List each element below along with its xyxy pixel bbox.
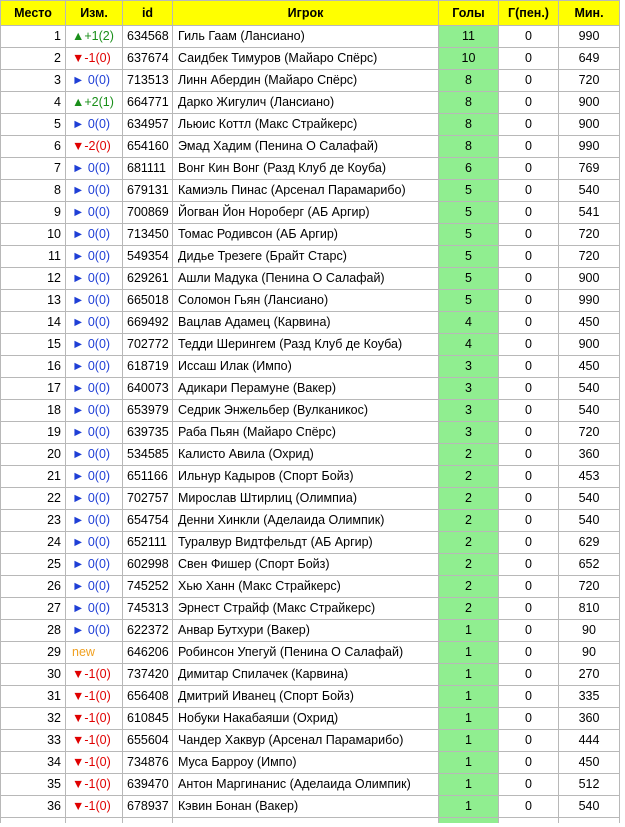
penalty-goals-cell[interactable]: 0 <box>499 356 559 378</box>
goals-cell[interactable]: 1 <box>439 664 499 686</box>
minutes-cell[interactable]: 512 <box>559 774 620 796</box>
goals-cell[interactable]: 2 <box>439 466 499 488</box>
header-change[interactable]: Изм. <box>66 1 123 26</box>
minutes-cell[interactable]: 810 <box>559 598 620 620</box>
change-cell[interactable]: ► 0(0) <box>66 290 123 312</box>
rank-cell[interactable]: 14 <box>1 312 66 334</box>
player-cell[interactable]: Тедди Шерингем (Разд Клуб де Коуба) <box>173 334 439 356</box>
table-row <box>1 444 620 466</box>
minutes-cell[interactable]: 90 <box>559 620 620 642</box>
minutes-cell[interactable]: 990 <box>559 26 620 48</box>
minutes-cell[interactable]: 649 <box>559 48 620 70</box>
minutes-cell[interactable]: 540 <box>559 510 620 532</box>
table-row <box>1 334 620 356</box>
goals-cell[interactable]: 3 <box>439 400 499 422</box>
change-cell[interactable]: ▼-1(0) <box>66 664 123 686</box>
table-row <box>1 158 620 180</box>
minutes-cell[interactable]: 540 <box>559 378 620 400</box>
id-cell[interactable]: 618719 <box>123 356 173 378</box>
table-row <box>1 730 620 752</box>
rank-cell[interactable]: 35 <box>1 774 66 796</box>
penalty-goals-cell[interactable]: 0 <box>499 642 559 664</box>
id-cell[interactable]: 654160 <box>123 136 173 158</box>
penalty-goals-cell[interactable]: 0 <box>499 114 559 136</box>
table-row <box>1 290 620 312</box>
player-cell[interactable]: Вонг Кин Вонг (Разд Клуб де Коуба) <box>173 158 439 180</box>
minutes-cell[interactable]: 360 <box>559 444 620 466</box>
player-cell[interactable]: Седрик Энжельбер (Вулканикос) <box>173 400 439 422</box>
id-cell[interactable]: 678937 <box>123 796 173 818</box>
change-cell[interactable]: ► 0(0) <box>66 532 123 554</box>
minutes-cell[interactable]: 360 <box>559 708 620 730</box>
goals-cell[interactable]: 1 <box>439 686 499 708</box>
id-cell[interactable]: 734876 <box>123 752 173 774</box>
minutes-cell[interactable]: 453 <box>559 466 620 488</box>
goals-cell[interactable]: 10 <box>439 48 499 70</box>
player-cell[interactable]: Эрнест Страйф (Макс Страйкерс) <box>173 598 439 620</box>
id-cell[interactable]: 713450 <box>123 224 173 246</box>
table-row <box>1 532 620 554</box>
rank-cell[interactable]: 26 <box>1 576 66 598</box>
goals-cell[interactable]: 2 <box>439 554 499 576</box>
change-cell[interactable]: ▲+1(2) <box>66 26 123 48</box>
minutes-cell[interactable]: 990 <box>559 136 620 158</box>
table-row <box>1 92 620 114</box>
id-cell[interactable]: 639735 <box>123 422 173 444</box>
goals-cell[interactable]: 3 <box>439 422 499 444</box>
penalty-goals-cell[interactable]: 0 <box>499 312 559 334</box>
goals-cell[interactable]: 5 <box>439 202 499 224</box>
id-cell[interactable]: 655604 <box>123 730 173 752</box>
player-cell[interactable]: Робинсон Упегуй (Пенина О Салафай) <box>173 642 439 664</box>
minutes-cell[interactable]: 90 <box>559 642 620 664</box>
table-row <box>1 422 620 444</box>
change-cell[interactable]: ► 0(0) <box>66 268 123 290</box>
goals-cell[interactable]: 5 <box>439 224 499 246</box>
player-cell[interactable]: Дарко Жигулич (Лансиано) <box>173 92 439 114</box>
table-row <box>1 26 620 48</box>
rank-cell[interactable]: 16 <box>1 356 66 378</box>
player-cell[interactable]: Муса Барроу (Импо) <box>173 752 439 774</box>
rank-cell[interactable]: 23 <box>1 510 66 532</box>
header-row <box>1 1 620 26</box>
goals-cell[interactable]: 5 <box>439 268 499 290</box>
table-row <box>1 620 620 642</box>
player-cell[interactable]: Дмитрий Иванец (Спорт Бойз) <box>173 686 439 708</box>
player-cell[interactable]: Эмад Хадим (Пенина О Салафай) <box>173 136 439 158</box>
player-cell[interactable]: Раба Пьян (Майаро Спёрс) <box>173 422 439 444</box>
penalty-goals-cell[interactable]: 0 <box>499 400 559 422</box>
rank-cell[interactable]: 13 <box>1 290 66 312</box>
id-cell[interactable]: 664771 <box>123 92 173 114</box>
change-cell[interactable]: ► 0(0) <box>66 400 123 422</box>
table-row <box>1 752 620 774</box>
penalty-goals-cell[interactable]: 0 <box>499 290 559 312</box>
penalty-goals-cell[interactable]: 0 <box>499 730 559 752</box>
penalty-goals-cell[interactable]: 0 <box>499 708 559 730</box>
player-cell[interactable]: Саидбек Тимуров (Майаро Спёрс) <box>173 48 439 70</box>
rank-cell[interactable]: 32 <box>1 708 66 730</box>
change-cell[interactable]: ► 0(0) <box>66 70 123 92</box>
change-cell[interactable]: ► 0(0) <box>66 180 123 202</box>
sheet-bottom-edge <box>0 823 625 827</box>
table-row <box>1 686 620 708</box>
penalty-goals-cell[interactable]: 0 <box>499 48 559 70</box>
change-cell[interactable]: ► 0(0) <box>66 510 123 532</box>
goals-cell[interactable]: 1 <box>439 730 499 752</box>
penalty-goals-cell[interactable]: 0 <box>499 466 559 488</box>
change-cell[interactable]: ► 0(0) <box>66 378 123 400</box>
goals-cell[interactable]: 3 <box>439 378 499 400</box>
table-row <box>1 378 620 400</box>
id-cell[interactable]: 652111 <box>123 532 173 554</box>
goals-cell[interactable]: 5 <box>439 180 499 202</box>
rank-cell[interactable]: 20 <box>1 444 66 466</box>
rank-cell[interactable]: 24 <box>1 532 66 554</box>
header-rank[interactable]: Место <box>1 1 66 26</box>
player-cell[interactable]: Нобуки Накабаяши (Охрид) <box>173 708 439 730</box>
goals-cell[interactable]: 1 <box>439 708 499 730</box>
goals-cell[interactable]: 2 <box>439 444 499 466</box>
id-cell[interactable]: 702757 <box>123 488 173 510</box>
id-cell[interactable]: 681111 <box>123 158 173 180</box>
player-cell[interactable]: Хью Ханн (Макс Страйкерс) <box>173 576 439 598</box>
id-cell[interactable]: 651166 <box>123 466 173 488</box>
change-cell[interactable]: ► 0(0) <box>66 356 123 378</box>
id-cell[interactable]: 646206 <box>123 642 173 664</box>
player-cell[interactable]: Дидье Трезеге (Брайт Старс) <box>173 246 439 268</box>
minutes-cell[interactable]: 652 <box>559 554 620 576</box>
penalty-goals-cell[interactable]: 0 <box>499 598 559 620</box>
player-cell[interactable]: Денни Хинкли (Аделаида Олимпик) <box>173 510 439 532</box>
table-row <box>1 598 620 620</box>
penalty-goals-cell[interactable]: 0 <box>499 510 559 532</box>
table-row <box>1 488 620 510</box>
minutes-cell[interactable]: 900 <box>559 114 620 136</box>
goals-cell[interactable]: 5 <box>439 290 499 312</box>
penalty-goals-cell[interactable]: 0 <box>499 532 559 554</box>
penalty-goals-cell[interactable]: 0 <box>499 378 559 400</box>
rank-cell[interactable]: 4 <box>1 92 66 114</box>
id-cell[interactable]: 622372 <box>123 620 173 642</box>
minutes-cell[interactable]: 720 <box>559 224 620 246</box>
player-cell[interactable]: Йогван Йон Нороберг (АБ Аргир) <box>173 202 439 224</box>
change-cell[interactable]: ► 0(0) <box>66 466 123 488</box>
minutes-cell[interactable]: 720 <box>559 246 620 268</box>
penalty-goals-cell[interactable]: 0 <box>499 202 559 224</box>
change-cell[interactable]: ► 0(0) <box>66 554 123 576</box>
id-cell[interactable]: 534585 <box>123 444 173 466</box>
id-cell[interactable]: 656408 <box>123 686 173 708</box>
rank-cell[interactable]: 27 <box>1 598 66 620</box>
goals-cell[interactable]: 8 <box>439 136 499 158</box>
penalty-goals-cell[interactable]: 0 <box>499 180 559 202</box>
penalty-goals-cell[interactable]: 0 <box>499 796 559 818</box>
rank-cell[interactable]: 34 <box>1 752 66 774</box>
rank-cell[interactable]: 1 <box>1 26 66 48</box>
penalty-goals-cell[interactable]: 0 <box>499 444 559 466</box>
minutes-cell[interactable]: 720 <box>559 422 620 444</box>
table-row <box>1 70 620 92</box>
minutes-cell[interactable]: 444 <box>559 730 620 752</box>
goals-cell[interactable]: 2 <box>439 576 499 598</box>
rank-cell[interactable]: 3 <box>1 70 66 92</box>
id-cell[interactable]: 602998 <box>123 554 173 576</box>
id-cell[interactable]: 549354 <box>123 246 173 268</box>
goals-cell[interactable]: 6 <box>439 158 499 180</box>
minutes-cell[interactable]: 541 <box>559 202 620 224</box>
id-cell[interactable]: 700869 <box>123 202 173 224</box>
player-cell[interactable]: Иссаш Илак (Импо) <box>173 356 439 378</box>
rank-cell[interactable]: 22 <box>1 488 66 510</box>
minutes-cell[interactable]: 450 <box>559 752 620 774</box>
rank-cell[interactable]: 21 <box>1 466 66 488</box>
penalty-goals-cell[interactable]: 0 <box>499 92 559 114</box>
penalty-goals-cell[interactable]: 0 <box>499 246 559 268</box>
id-cell[interactable]: 634957 <box>123 114 173 136</box>
table-row <box>1 114 620 136</box>
goals-cell[interactable]: 8 <box>439 114 499 136</box>
player-cell[interactable]: Гиль Гаам (Лансиано) <box>173 26 439 48</box>
player-cell[interactable]: Камиэль Пинас (Арсенал Парамарибо) <box>173 180 439 202</box>
penalty-goals-cell[interactable]: 0 <box>499 774 559 796</box>
penalty-goals-cell[interactable]: 0 <box>499 268 559 290</box>
rank-cell[interactable]: 10 <box>1 224 66 246</box>
goals-cell[interactable]: 11 <box>439 26 499 48</box>
change-cell[interactable]: ► 0(0) <box>66 114 123 136</box>
goals-cell[interactable]: 1 <box>439 642 499 664</box>
id-cell[interactable]: 669492 <box>123 312 173 334</box>
rank-cell[interactable]: 25 <box>1 554 66 576</box>
id-cell[interactable]: 639470 <box>123 774 173 796</box>
table-row <box>1 180 620 202</box>
rank-cell[interactable]: 9 <box>1 202 66 224</box>
minutes-cell[interactable]: 540 <box>559 180 620 202</box>
table-row <box>1 400 620 422</box>
change-cell[interactable]: ► 0(0) <box>66 620 123 642</box>
player-cell[interactable]: Адикари Перамуне (Вакер) <box>173 378 439 400</box>
player-cell[interactable]: Льюис Коттл (Макс Страйкерс) <box>173 114 439 136</box>
table-row <box>1 576 620 598</box>
change-cell[interactable]: ► 0(0) <box>66 158 123 180</box>
rank-cell[interactable]: 30 <box>1 664 66 686</box>
goals-cell[interactable]: 4 <box>439 312 499 334</box>
player-cell[interactable]: Кэвин Бонан (Вакер) <box>173 796 439 818</box>
goals-cell[interactable]: 1 <box>439 620 499 642</box>
change-cell[interactable]: ► 0(0) <box>66 246 123 268</box>
minutes-cell[interactable]: 540 <box>559 796 620 818</box>
minutes-cell[interactable]: 769 <box>559 158 620 180</box>
id-cell[interactable]: 702772 <box>123 334 173 356</box>
penalty-goals-cell[interactable]: 0 <box>499 686 559 708</box>
minutes-cell[interactable]: 335 <box>559 686 620 708</box>
player-cell[interactable]: Антон Маргинанис (Аделаида Олимпик) <box>173 774 439 796</box>
minutes-cell[interactable]: 540 <box>559 400 620 422</box>
table-row <box>1 312 620 334</box>
minutes-cell[interactable]: 450 <box>559 356 620 378</box>
goals-cell[interactable]: 1 <box>439 774 499 796</box>
minutes-cell[interactable]: 720 <box>559 576 620 598</box>
rank-cell[interactable]: 18 <box>1 400 66 422</box>
id-cell[interactable]: 679131 <box>123 180 173 202</box>
minutes-cell[interactable]: 900 <box>559 268 620 290</box>
minutes-cell[interactable]: 900 <box>559 92 620 114</box>
goals-cell[interactable]: 1 <box>439 796 499 818</box>
header-id[interactable]: id <box>123 1 173 26</box>
table-row <box>1 774 620 796</box>
id-cell[interactable]: 629261 <box>123 268 173 290</box>
id-cell[interactable]: 745313 <box>123 598 173 620</box>
player-cell[interactable]: Чандер Хаквур (Арсенал Парамарибо) <box>173 730 439 752</box>
header-minutes[interactable]: Мин. <box>559 1 620 26</box>
goals-cell[interactable]: 2 <box>439 488 499 510</box>
player-cell[interactable]: Линн Абердин (Майаро Спёрс) <box>173 70 439 92</box>
table-row <box>1 796 620 818</box>
change-cell[interactable]: ► 0(0) <box>66 334 123 356</box>
rank-cell[interactable]: 6 <box>1 136 66 158</box>
header-goals[interactable]: Голы <box>439 1 499 26</box>
rank-cell[interactable]: 31 <box>1 686 66 708</box>
rank-cell[interactable]: 8 <box>1 180 66 202</box>
rank-cell[interactable]: 36 <box>1 796 66 818</box>
minutes-cell[interactable]: 450 <box>559 312 620 334</box>
id-cell[interactable]: 634568 <box>123 26 173 48</box>
id-cell[interactable]: 640073 <box>123 378 173 400</box>
penalty-goals-cell[interactable]: 0 <box>499 576 559 598</box>
penalty-goals-cell[interactable]: 0 <box>499 26 559 48</box>
table-row <box>1 224 620 246</box>
table-row <box>1 202 620 224</box>
player-cell[interactable]: Ильнур Кадыров (Спорт Бойз) <box>173 466 439 488</box>
player-cell[interactable]: Томас Родивсон (АБ Аргир) <box>173 224 439 246</box>
penalty-goals-cell[interactable]: 0 <box>499 664 559 686</box>
change-cell[interactable]: ▼-1(0) <box>66 752 123 774</box>
player-cell[interactable]: Вацлав Адамец (Карвина) <box>173 312 439 334</box>
id-cell[interactable]: 713513 <box>123 70 173 92</box>
id-cell[interactable]: 654754 <box>123 510 173 532</box>
rank-cell[interactable]: 17 <box>1 378 66 400</box>
table-row <box>1 664 620 686</box>
minutes-cell[interactable]: 270 <box>559 664 620 686</box>
table-row <box>1 708 620 730</box>
penalty-goals-cell[interactable]: 0 <box>499 620 559 642</box>
change-cell[interactable]: ► 0(0) <box>66 312 123 334</box>
penalty-goals-cell[interactable]: 0 <box>499 488 559 510</box>
goals-cell[interactable]: 2 <box>439 510 499 532</box>
goals-cell[interactable]: 8 <box>439 70 499 92</box>
id-cell[interactable]: 737420 <box>123 664 173 686</box>
table-row <box>1 510 620 532</box>
rank-cell[interactable]: 12 <box>1 268 66 290</box>
rank-cell[interactable]: 7 <box>1 158 66 180</box>
rank-cell[interactable]: 5 <box>1 114 66 136</box>
penalty-goals-cell[interactable]: 0 <box>499 422 559 444</box>
rank-cell[interactable]: 19 <box>1 422 66 444</box>
change-cell[interactable]: ▼-2(0) <box>66 136 123 158</box>
table-row <box>1 268 620 290</box>
minutes-cell[interactable]: 720 <box>559 70 620 92</box>
change-cell[interactable]: ▼-1(0) <box>66 708 123 730</box>
player-cell[interactable]: Свен Фишер (Спорт Бойз) <box>173 554 439 576</box>
id-cell[interactable]: 653979 <box>123 400 173 422</box>
rank-cell[interactable]: 28 <box>1 620 66 642</box>
change-cell[interactable]: ► 0(0) <box>66 202 123 224</box>
player-cell[interactable]: Ашли Мадука (Пенина О Салафай) <box>173 268 439 290</box>
goals-cell[interactable]: 2 <box>439 598 499 620</box>
table-row <box>1 466 620 488</box>
penalty-goals-cell[interactable]: 0 <box>499 554 559 576</box>
player-cell[interactable]: Мирослав Штирлиц (Олимпиа) <box>173 488 439 510</box>
minutes-cell[interactable]: 629 <box>559 532 620 554</box>
table-row <box>1 246 620 268</box>
change-cell[interactable]: ► 0(0) <box>66 488 123 510</box>
goals-cell[interactable]: 4 <box>439 334 499 356</box>
penalty-goals-cell[interactable]: 0 <box>499 752 559 774</box>
id-cell[interactable]: 637674 <box>123 48 173 70</box>
change-cell[interactable]: ► 0(0) <box>66 422 123 444</box>
change-cell[interactable]: ▲+2(1) <box>66 92 123 114</box>
goals-cell[interactable]: 2 <box>439 532 499 554</box>
change-cell[interactable]: ► 0(0) <box>66 598 123 620</box>
table-row <box>1 554 620 576</box>
header-player[interactable]: Игрок <box>173 1 439 26</box>
goals-cell[interactable]: 5 <box>439 246 499 268</box>
id-cell[interactable]: 745252 <box>123 576 173 598</box>
penalty-goals-cell[interactable]: 0 <box>499 70 559 92</box>
penalty-goals-cell[interactable]: 0 <box>499 158 559 180</box>
rank-cell[interactable]: 11 <box>1 246 66 268</box>
table-row <box>1 48 620 70</box>
header-penalty-goals[interactable]: Г(пен.) <box>499 1 559 26</box>
change-cell[interactable]: ► 0(0) <box>66 576 123 598</box>
goals-cell[interactable]: 1 <box>439 752 499 774</box>
minutes-cell[interactable]: 900 <box>559 334 620 356</box>
change-cell[interactable]: ▼-1(0) <box>66 686 123 708</box>
penalty-goals-cell[interactable]: 0 <box>499 136 559 158</box>
player-cell[interactable]: Соломон Гьян (Лансиано) <box>173 290 439 312</box>
player-cell[interactable]: Калисто Авила (Охрид) <box>173 444 439 466</box>
minutes-cell[interactable]: 540 <box>559 488 620 510</box>
rank-cell[interactable]: 29 <box>1 642 66 664</box>
id-cell[interactable]: 610845 <box>123 708 173 730</box>
goals-cell[interactable]: 3 <box>439 356 499 378</box>
player-cell[interactable]: Туралвур Видтфельдт (АБ Аргир) <box>173 532 439 554</box>
goals-cell[interactable]: 8 <box>439 92 499 114</box>
change-cell[interactable]: new <box>66 642 123 664</box>
player-cell[interactable]: Димитар Спилачек (Карвина) <box>173 664 439 686</box>
penalty-goals-cell[interactable]: 0 <box>499 224 559 246</box>
change-cell[interactable]: ▼-1(0) <box>66 48 123 70</box>
change-cell[interactable]: ▼-1(0) <box>66 796 123 818</box>
id-cell[interactable]: 665018 <box>123 290 173 312</box>
table-row <box>1 642 620 664</box>
table-row <box>1 136 620 158</box>
rank-cell[interactable]: 33 <box>1 730 66 752</box>
minutes-cell[interactable]: 990 <box>559 290 620 312</box>
table-row <box>1 356 620 378</box>
change-cell[interactable]: ▼-1(0) <box>66 774 123 796</box>
rank-cell[interactable]: 2 <box>1 48 66 70</box>
penalty-goals-cell[interactable]: 0 <box>499 334 559 356</box>
rank-cell[interactable]: 15 <box>1 334 66 356</box>
player-cell[interactable]: Анвар Бутхури (Вакер) <box>173 620 439 642</box>
change-cell[interactable]: ► 0(0) <box>66 444 123 466</box>
change-cell[interactable]: ▼-1(0) <box>66 730 123 752</box>
change-cell[interactable]: ► 0(0) <box>66 224 123 246</box>
